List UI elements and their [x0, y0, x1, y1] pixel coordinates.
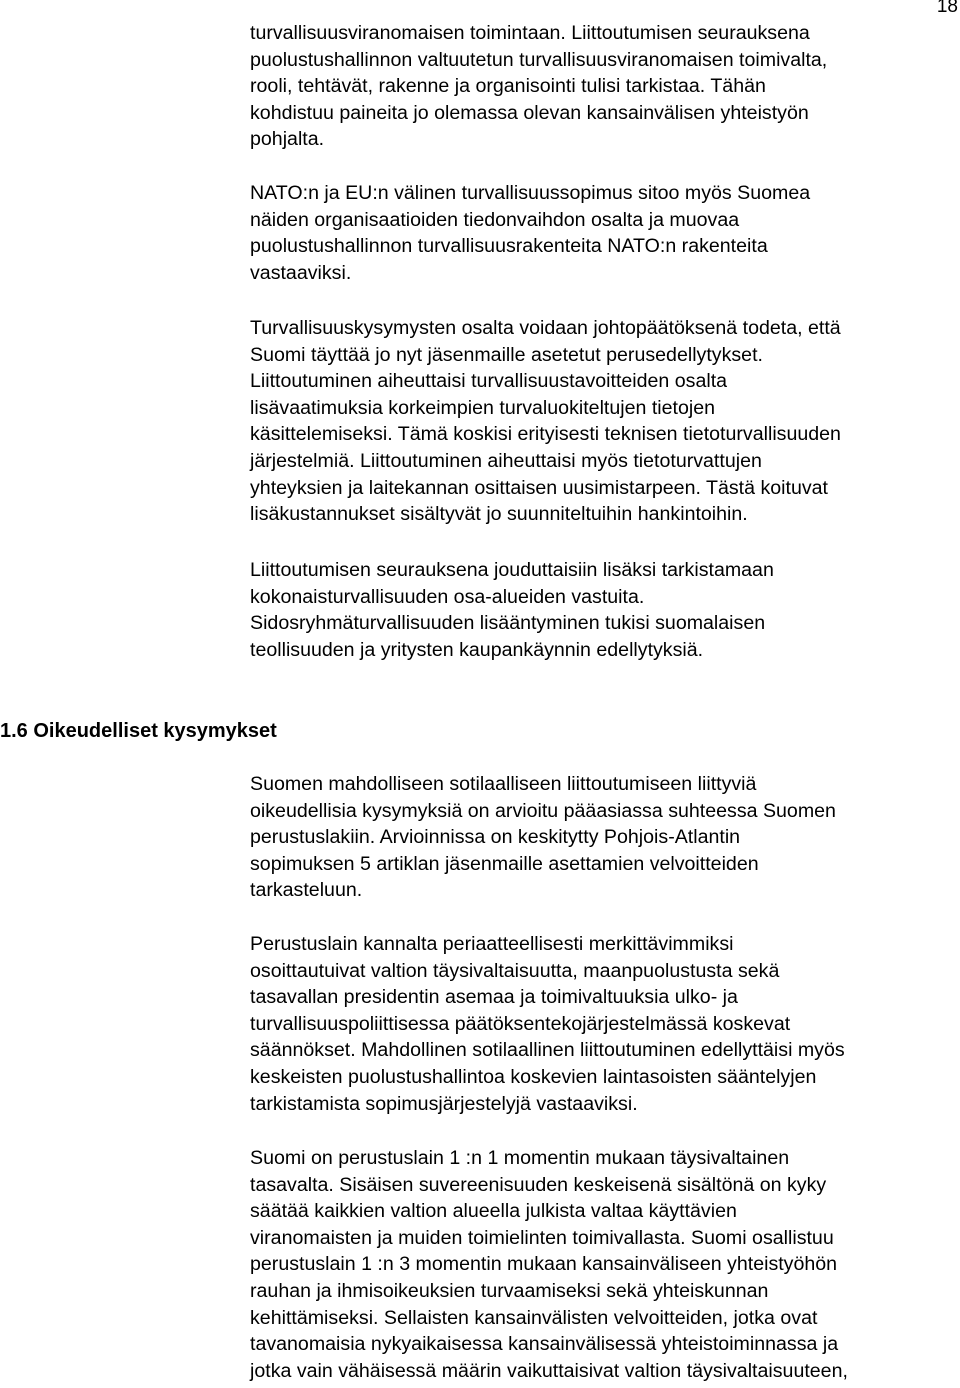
- text-line: Sidosryhmäturvallisuuden lisääntyminen tukisi suomalaisen: [250, 612, 766, 635]
- text-line: säätää kaikkien valtion alueella julkista valtaa käyttävien: [250, 1200, 737, 1223]
- paragraph-nato-eu-agreement: [250, 180, 960, 286]
- text-line: Liittoutuminen aiheuttaisi turvallisuustavoitteiden osalta: [250, 370, 728, 393]
- text-line: näiden organisaatioiden tiedonvaihdon osalta ja muovaa: [250, 208, 740, 231]
- text-line: tavanomaisia nykyaikaisessa kansainvälisessä yhteistoiminnassa ja: [250, 1333, 839, 1356]
- text-line: lisäkustannukset sisältyvät jo suunniteltuihin hankintoihin.: [250, 503, 748, 526]
- text-line: puolustushallinnon valtuutetun turvallisuusviranomaisen toimivalta,: [250, 48, 828, 71]
- text-line: perustuslain 1 :n 3 momentin mukaan kansainväliseen yhteistyöhön: [250, 1253, 838, 1276]
- text-line: perustuslakiin. Arvioinnissa on keskitytty Pohjois-Atlantin: [250, 826, 741, 849]
- text-line: keskeisten puolustushallintoa koskevien laintasoisten sääntelyjen: [250, 1065, 817, 1088]
- text-line: Turvallisuuskysymysten osalta voidaan johtopäätöksenä todeta, että: [250, 317, 841, 339]
- text-line: Suomi täyttää jo nyt jäsenmaille asetetut perusedellytykset.: [250, 343, 763, 366]
- text-line: Suomi on perustuslain 1 :n 1 momentin mukaan täysivaltainen: [250, 1147, 790, 1169]
- text-line: osoittautuivat valtion täysivaltaisuutta, maanpuolustusta sekä: [250, 959, 780, 982]
- text-line: Liittoutumisen seurauksena jouduttaisiin lisäksi tarkistamaan: [250, 559, 774, 581]
- text-line: tasavallan presidentin asemaa ja toimivaltuuksia ulko- ja: [250, 986, 738, 1009]
- text-line: pohjalta.: [250, 128, 325, 151]
- text-line: jotka vain vähäisessä määrin vaikuttaisivat valtion täysivaltaisuuteen,: [250, 1359, 848, 1382]
- text-line: tasavalta. Sisäisen suvereenisuuden keskeisenä sisältönä on kyky: [250, 1173, 827, 1196]
- text-line: turvallisuuspoliittisessa päätöksentekojärjestelmässä koskevat: [250, 1012, 791, 1035]
- text-line: kokonaisturvallisuuden osa-alueiden vastuita.: [250, 585, 645, 608]
- text-line: lisävaatimuksia korkeimpien turvaluokiteltujen tietojen: [250, 396, 716, 419]
- text-line: rauhan ja ihmisoikeuksien turvaamiseksi sekä yhteiskunnan: [250, 1279, 769, 1302]
- text-line: käsittelemiseksi. Tämä koskisi erityisesti teknisen tietoturvallisuuden: [250, 423, 841, 446]
- text-line: sopimuksen 5 artiklan jäsenmaille asettamien velvoitteiden: [250, 852, 759, 875]
- page-number: 18: [936, 0, 958, 17]
- text-line: kohdistuu paineita jo olemassa olevan kansainvälisen yhteistyön: [250, 101, 809, 124]
- text-line: teollisuuden ja yritysten kaupankäynnin edellytyksiä.: [250, 638, 704, 661]
- text-line: Suomen mahdolliseen sotilaalliseen liittoutumiseen liittyviä: [250, 773, 757, 795]
- text-line: vastaaviksi.: [250, 261, 352, 284]
- paragraph-security-conclusions: [250, 315, 960, 528]
- text-line: tarkistamista sopimusjärjestelyjä vastaaviksi.: [250, 1092, 638, 1115]
- text-line: turvallisuusviranomaisen toimintaan. Liittoutumisen seurauksena: [250, 22, 810, 44]
- text-line: puolustushallinnon turvallisuusrakenteita NATO:n rakenteita: [250, 235, 768, 258]
- text-line: NATO:n ja EU:n välinen turvallisuussopimus sitoo myös Suomea: [250, 182, 811, 204]
- text-line: rooli, tehtävät, rakenne ja organisointi tulisi tarkistaa. Tähän: [250, 75, 766, 98]
- paragraph-legal-questions: [250, 771, 960, 904]
- text-line: säännökset. Mahdollinen sotilaallinen liittoutuminen edellyttäisi myös: [250, 1039, 845, 1062]
- text-line: oikeudellisia kysymyksiä on arvioitu pääasiassa suhteessa Suomen: [250, 799, 836, 822]
- section-heading: 1.6 Oikeudelliset kysymykset: [0, 720, 277, 742]
- text-line: tarkasteluun.: [250, 879, 363, 902]
- paragraph-constitution: [250, 931, 960, 1117]
- paragraph-security-authority: [250, 20, 960, 153]
- text-line: viranomaisten ja muiden toimielinten toimivallasta. Suomi osallistuu: [250, 1226, 834, 1249]
- text-line: Perustuslain kannalta periaatteellisesti merkittävimmiksi: [250, 933, 734, 955]
- text-line: yhteyksien ja laitekannan osittaisen uusimistarpeen. Tästä koituvat: [250, 476, 828, 499]
- text-line: kehittämiseksi. Sellaisten kansainvälisten velvoitteiden, jotka ovat: [250, 1306, 818, 1329]
- paragraph-sovereignty: [250, 1145, 960, 1384]
- text-line: järjestelmiä. Liittoutuminen aiheuttaisi myös tietoturvattujen: [250, 449, 762, 472]
- paragraph-comprehensive-security: [250, 557, 960, 663]
